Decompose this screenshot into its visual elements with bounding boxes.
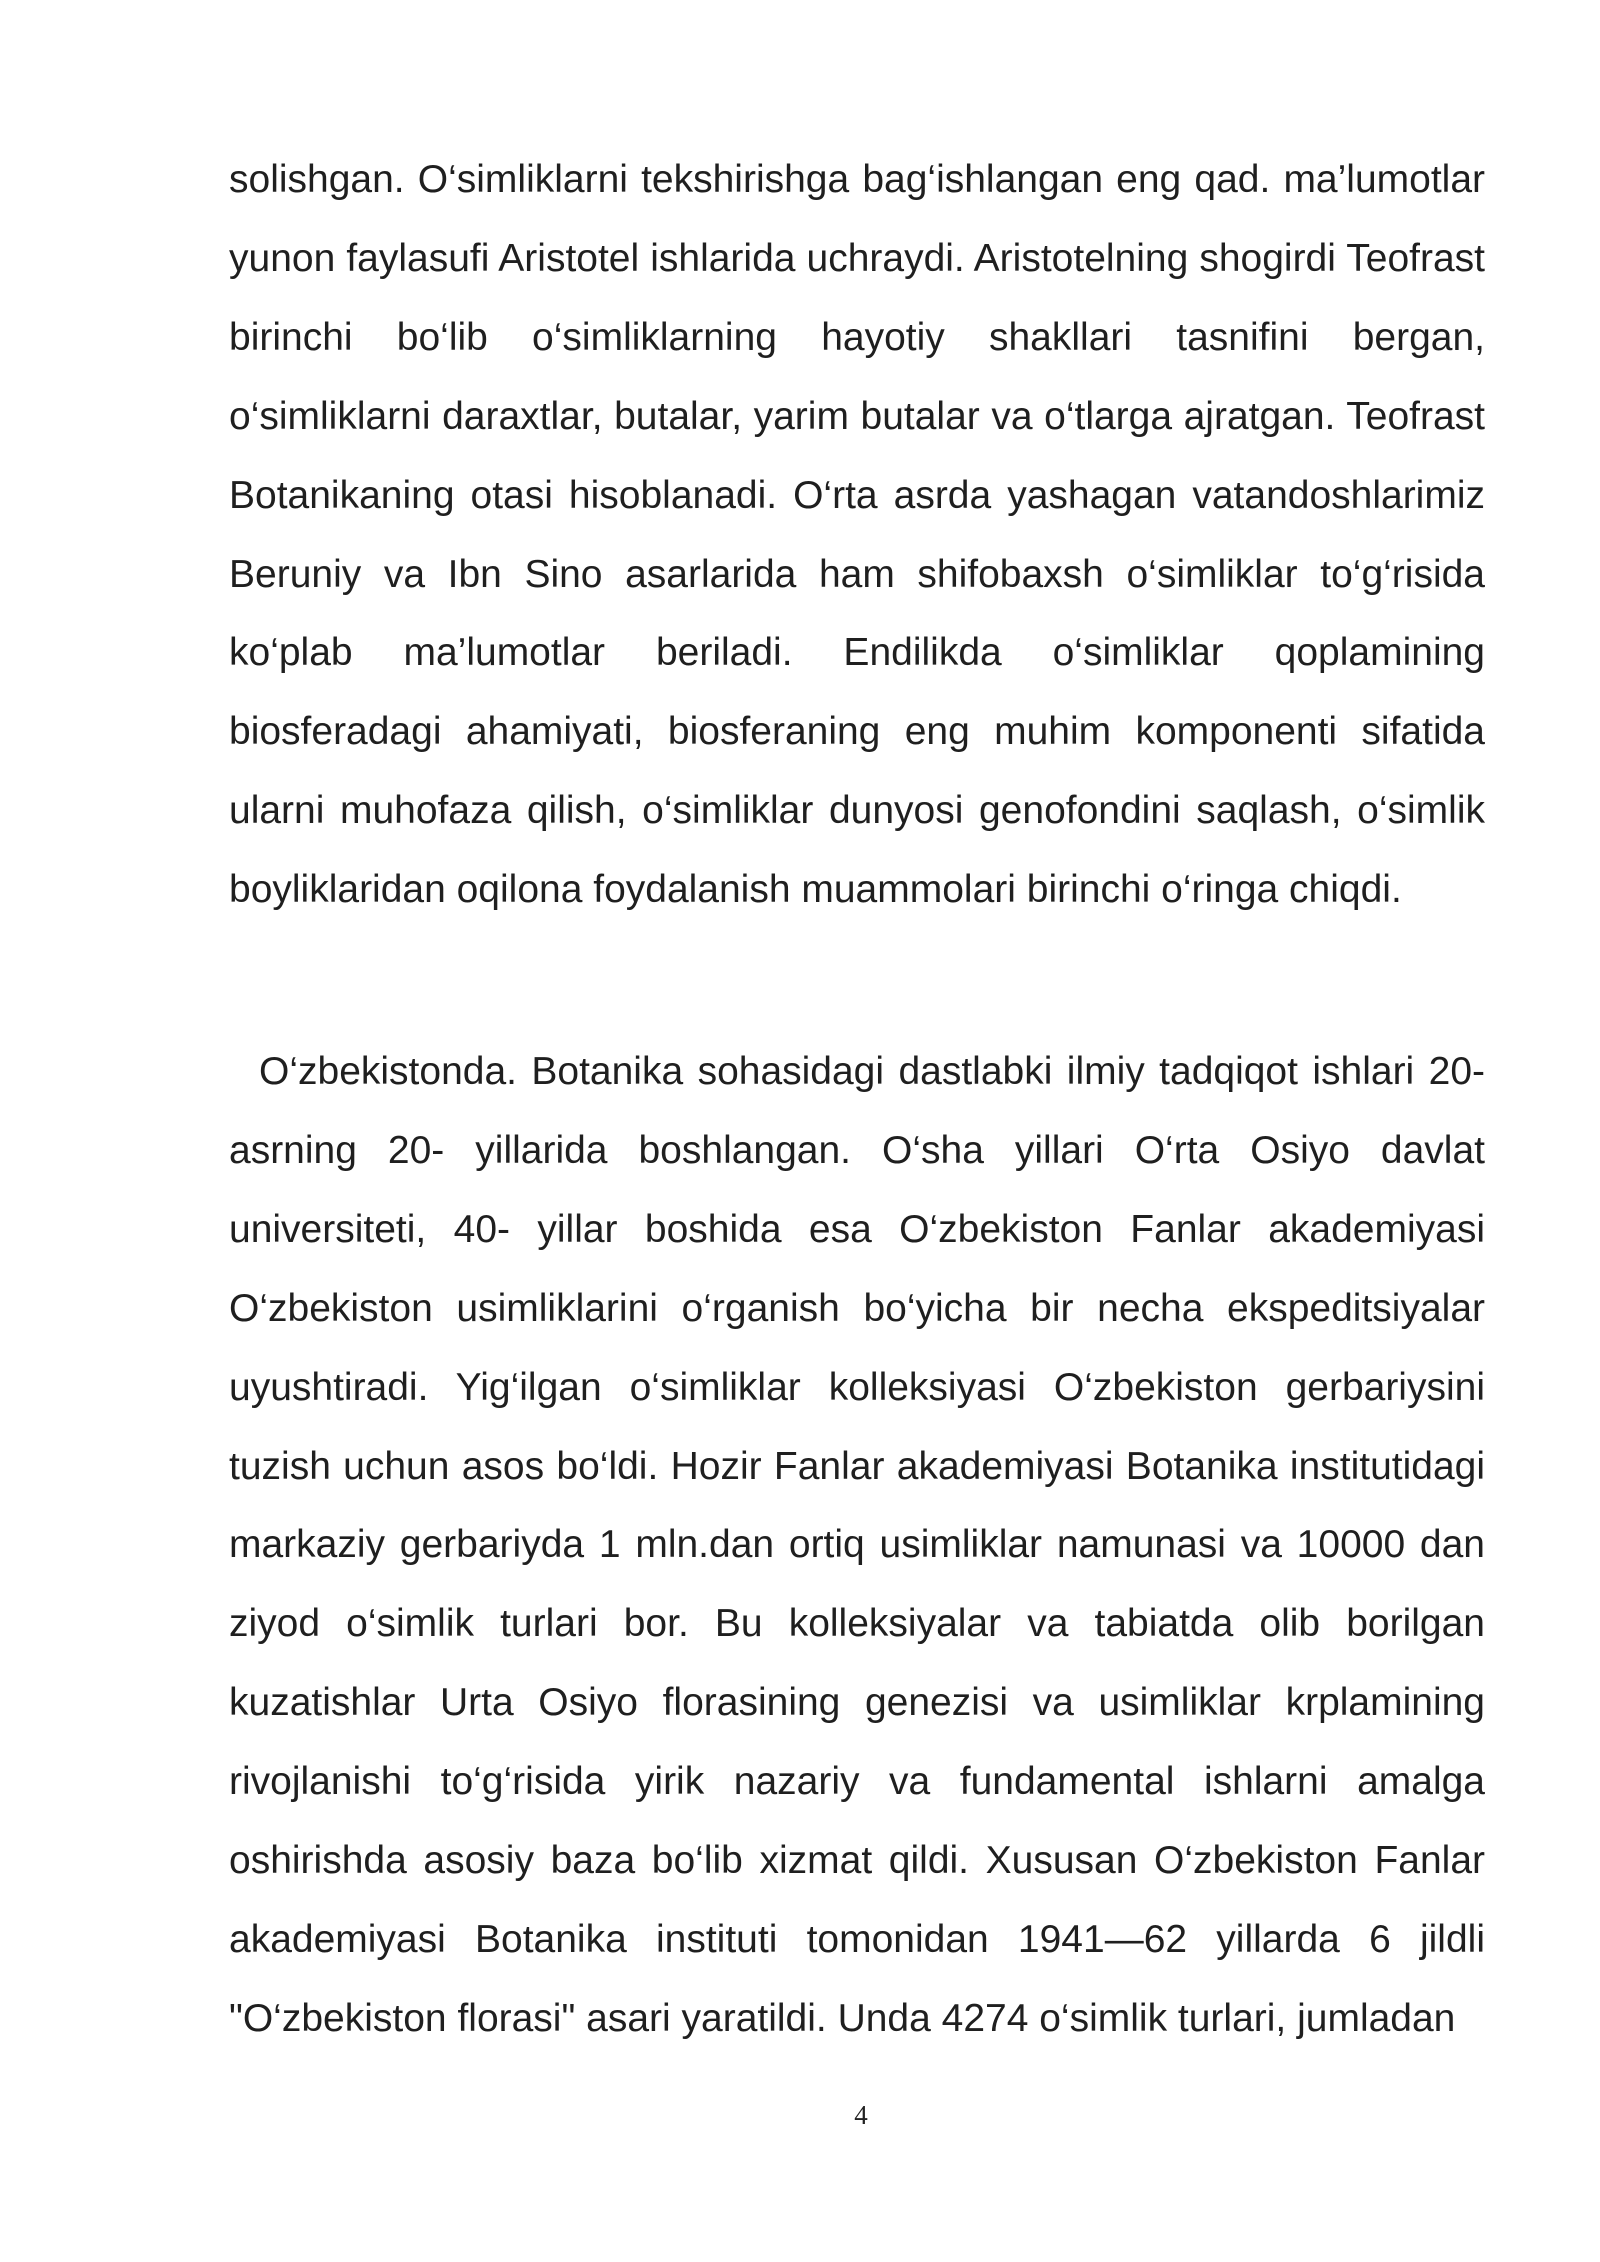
page-number: 4 bbox=[854, 2100, 868, 2130]
paragraph-uzbekistan bbox=[229, 1033, 1485, 2059]
paragraph-text: O‘zbekistonda. Botanika sohasidagi dastlabki ilmiy tadqiqot ishlari 20-asrning 20- yillarida boshlangan. O‘sha yillari O‘rta Osiyo davlat universiteti, 40- yillar boshida esa O‘zbekiston Fanlar akademiyasi O‘zbekiston usimliklarini o‘rganish bo‘yicha bir necha ekspeditsiyalar uyushtiradi. Yig‘ilgan o‘simliklar kolleksiyasi O‘zbekiston gerbariysini tuzish uchun asos bo‘ldi. Hozir Fanlar akademiyasi Botanika institutidagi markaziy gerbariyda 1 mln.dan ortiq usimliklar namunasi va 10000 dan ziyod o‘simlik turlari bor. Bu kolleksiyalar va tabiatda olib borilgan kuzatishlar Urta Osiyo florasining genezisi va usimliklar krplamining rivojlanishi to‘g‘risida yirik nazariy va fundamental ishlarni amalga oshirishda asosiy baza bo‘lib xizmat qildi. Xususan O‘zbekiston Fanlar akademiyasi Botanika instituti tomonidan 1941—62 yillarda 6 jildli "O‘zbekiston florasi" asari yaratildi. Unda 4274 o‘simlik turlari, jumladan bbox=[229, 1050, 1485, 2040]
paragraph-text: solishgan. O‘simliklarni tekshirishga bag‘ishlangan eng qad. ma’lumotlar yunon faylasufi Aristotel ishlarida uchraydi. Aristotelning shogirdi Teofrast birinchi bo‘lib o‘simliklarning hayotiy shakllari tasnifini bergan, o‘simliklarni daraxtlar, butalar, yarim butalar va o‘tlarga ajratgan. Teofrast Botanikaning otasi hisoblanadi. O‘rta asrda yashagan vatandoshlarimiz Beruniy va Ibn Sino asarlarida ham shifobaxsh o‘simliklar to‘g‘risida ko‘plab ma’lumotlar beriladi. Endilikda o‘simliklar qoplamining biosferadagi ahamiyati, biosferaning eng muhim komponenti sifatida ularni muhofaza qilish, o‘simliklar dunyosi genofondini saqlash, o‘simlik boyliklaridan oqilona foydalanish muammolari birinchi o‘ringa chiqdi. bbox=[229, 158, 1485, 912]
paragraph-history bbox=[229, 141, 1485, 930]
